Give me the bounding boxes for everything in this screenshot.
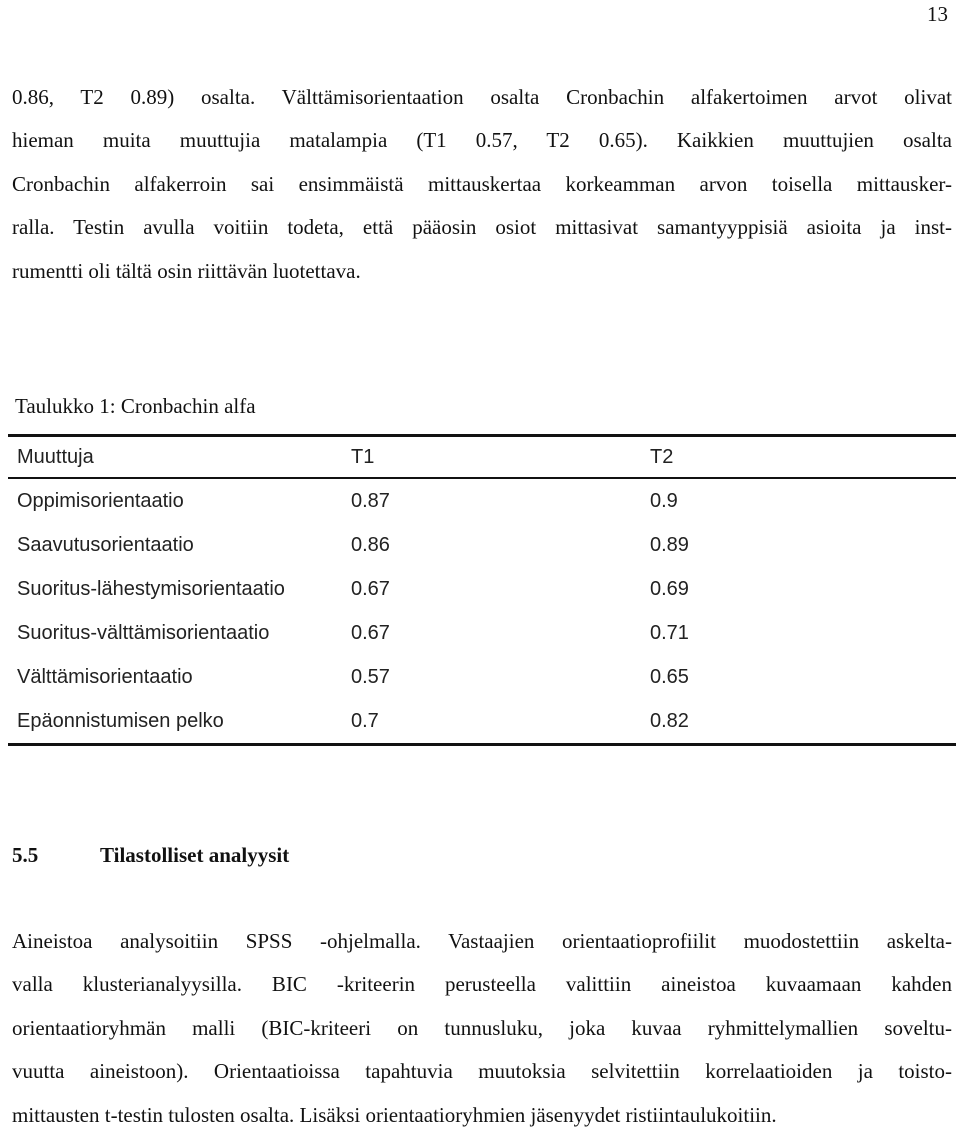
cronbach-alpha-table <box>8 434 956 746</box>
t1-value: 0.67 <box>351 621 390 644</box>
t2-value: 0.71 <box>650 621 689 644</box>
table-row <box>8 567 956 611</box>
text-line: Cronbachin alfakerroin sai ensimmäistä mittauskertaa korkeamman arvon toisella mittausker- <box>12 171 952 196</box>
t2-value: 0.9 <box>650 489 678 512</box>
t1-value: 0.86 <box>351 533 390 556</box>
variable-name: Oppimisorientaatio <box>17 489 184 512</box>
t2-value: 0.65 <box>650 665 689 688</box>
text-line: 0.86, T2 0.89) osalta. Välttämisorientaation osalta Cronbachin alfakertoimen arvot olivat <box>12 85 952 109</box>
body-paragraph <box>12 920 952 1137</box>
text-line: rumentti oli tältä osin riittävän luotettava. <box>12 258 361 283</box>
table-row <box>8 478 956 523</box>
table-header-row <box>8 436 956 479</box>
body-paragraph <box>12 76 952 293</box>
variable-name: Välttämisorientaatio <box>17 665 193 688</box>
t1-value: 0.7 <box>351 709 379 732</box>
t2-value: 0.82 <box>650 709 689 732</box>
t2-value: 0.89 <box>650 533 689 556</box>
column-header-t1: T1 <box>351 445 375 468</box>
variable-name: Epäonnistumisen pelko <box>17 709 224 732</box>
column-header-variable: Muuttuja <box>17 445 94 468</box>
column-header-t2: T2 <box>650 445 674 468</box>
variable-name: Saavutusorientaatio <box>17 533 194 556</box>
variable-name: Suoritus-lähestymisorientaatio <box>17 577 285 600</box>
variable-name: Suoritus-välttämisorientaatio <box>17 621 270 644</box>
text-line: vuutta aineistoon). Orientaatioissa tapahtuvia muutoksia selvitettiin korrelaatioiden ja toisto- <box>12 1059 952 1084</box>
table-row <box>8 611 956 655</box>
text-line: orientaatioryhmän malli (BIC-kriteeri on tunnusluku, joka kuvaa ryhmittelymallien soveltu- <box>12 1015 952 1040</box>
section-heading <box>12 834 289 877</box>
table-caption: Taulukko 1: Cronbachin alfa <box>15 394 256 418</box>
text-line: mittausten t-testin tulosten osalta. Lisäksi orientaatioryhmien jäsenyydet ristiintaulukoitiin. <box>12 1102 777 1127</box>
section-title: Tilastolliset analyysit <box>100 843 290 867</box>
section-number: 5.5 <box>12 843 39 867</box>
t1-value: 0.57 <box>351 665 390 688</box>
text-line: ralla. Testin avulla voitiin todeta, että pääosin osiot mittasivat samantyyppisiä asioita ja inst- <box>12 215 952 240</box>
text-line: valla klusterianalyysilla. BIC -kriteerin perusteella valittiin aineistoa kuvaamaan kahden <box>12 972 952 997</box>
page-number: 13 <box>927 2 948 26</box>
table-row <box>8 523 956 567</box>
text-line: hieman muita muuttujia matalampia (T1 0.57, T2 0.65). Kaikkien muuttujien osalta <box>12 128 952 153</box>
t1-value: 0.87 <box>351 489 390 512</box>
text-line: Aineistoa analysoitiin SPSS -ohjelmalla. Vastaajien orientaatioprofiilit muodostettiin askelta- <box>12 929 952 953</box>
t1-value: 0.67 <box>351 577 390 600</box>
table-row <box>8 655 956 699</box>
t2-value: 0.69 <box>650 577 689 600</box>
table-row <box>8 699 956 745</box>
